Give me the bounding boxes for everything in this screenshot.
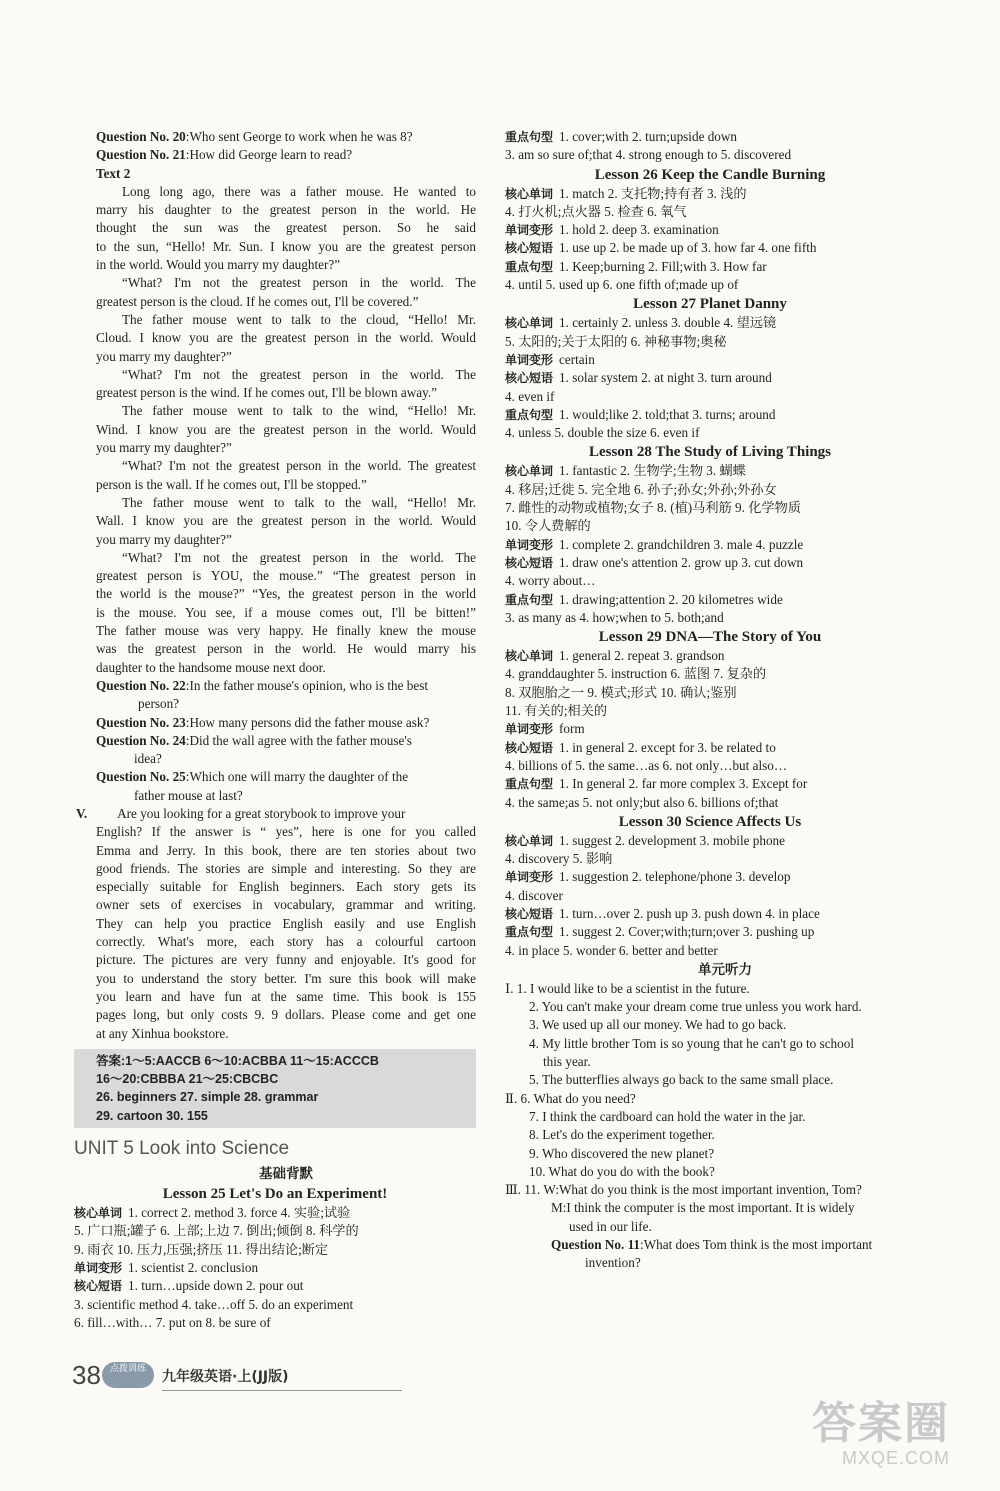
lesson-28-row	[505, 481, 915, 499]
item-answers: 4. granddaughter 5. instruction 6. 蓝图 7. 复杂的	[505, 666, 767, 682]
item-answers: 3. am so sure of;that 4. strong enough to 5. discovered	[505, 147, 792, 163]
item-answers: 1. in general 2. except for 3. be related to	[559, 739, 776, 755]
listening-line: Ⅱ. 6. What do you need?	[505, 1090, 636, 1106]
page-footer	[72, 1360, 512, 1394]
item-category: 核心单词	[505, 649, 554, 664]
lesson-24-sentences	[505, 128, 915, 165]
listening-part-3-m: M:I think the computer is the most important. It is widely	[551, 1200, 855, 1216]
unit-title: UNIT 5 Look into Science	[74, 1138, 290, 1160]
item-answers: 1. fantastic 2. 生物学;生物 3. 蝴蝶	[559, 463, 746, 479]
book-title: 九年级英语·上(JJ版)	[162, 1369, 289, 1385]
item-answers: 6. fill…with… 7. put on 8. be sure of	[74, 1314, 271, 1330]
listening-part-3-w: Ⅲ. 11. W:What do you think is the most important invention, Tom?	[505, 1182, 862, 1198]
item-answers: 1. would;like 2. told;that 3. turns; around	[559, 406, 776, 422]
listening-part-1	[505, 980, 915, 1090]
story-line: daughter to the handsome mouse next door.	[96, 659, 326, 675]
lesson-26-row	[505, 276, 915, 294]
item-category: 重点句型	[505, 407, 554, 422]
story-line: Wind. I know you are the greatest person in the world. Would	[96, 421, 476, 437]
item-answers: 1. turn…upside down 2. pour out	[128, 1278, 304, 1294]
item-answers: 1. complete 2. grandchildren 3. male 4. puzzle	[559, 536, 804, 552]
item-answers: 1. correct 2. method 3. force 4. 实验;试验	[128, 1205, 351, 1221]
story-line: Wall. I know you are the greatest person in the world. Would	[96, 513, 476, 529]
listening-line: 3. We used up all our money. We had to go back.	[529, 1017, 787, 1033]
question-24-cont: idea?	[134, 751, 162, 767]
lesson-25-row	[74, 1259, 476, 1277]
lesson-30-row	[505, 905, 915, 923]
lesson-30-row	[505, 942, 915, 960]
item-category: 单词变形	[74, 1260, 123, 1275]
story-line: The father mouse was very happy. He finally knew the mouse	[96, 623, 476, 639]
lesson-25-row	[74, 1204, 476, 1222]
passage-line: owner sets of exercises in vocabulary, grammar and writing.	[96, 897, 476, 913]
item-answers: 1. certainly 2. unless 3. double 4. 望远镜	[559, 315, 777, 331]
passage-line: Emma and Jerry. In this book, there are ten stories about two	[96, 842, 476, 858]
lesson-28-items	[505, 462, 915, 627]
item-answers: 1. draw one's attention 2. grow up 3. cut down	[559, 554, 804, 570]
lesson-28-row	[505, 536, 915, 554]
item-category: 核心单词	[74, 1206, 123, 1221]
lesson-26-title: Lesson 26 Keep the Candle Burning	[594, 166, 826, 183]
item-answers: 1. suggestion 2. telephone/phone 3. develop	[559, 869, 791, 885]
story-line: in the world. Would you marry my daughter?”	[96, 257, 341, 273]
lesson-28-row	[505, 572, 915, 590]
item-answers: 1. scientist 2. conclusion	[128, 1259, 259, 1275]
item-category: 核心短语	[505, 906, 554, 921]
lesson-28-row	[505, 554, 915, 572]
item-answers: 4. billions of 5. the same…as 6. not only…but also…	[505, 757, 788, 773]
item-category: 核心短语	[505, 740, 554, 755]
lesson-29-row	[505, 665, 915, 683]
section-v-first: V. Are you looking for a great storybook to improve your	[76, 805, 406, 821]
passage-line: at any Xinhua bookstore.	[96, 1025, 229, 1041]
story-line: Cloud. I know you are the greatest person in the world. Would	[96, 330, 476, 346]
lesson-26-row	[505, 203, 915, 221]
story-line: you marry my daughter?”	[96, 440, 232, 456]
lesson-25-row	[74, 1277, 476, 1295]
question-20: Question No. 20:Who sent George to work when he was 8?	[96, 129, 413, 144]
lesson-30-row	[505, 868, 915, 886]
item-category: 核心短语	[505, 241, 554, 256]
item-category: 核心短语	[505, 371, 554, 386]
item-category: 重点句型	[505, 592, 554, 607]
passage-line: pages long, but only costs 9. 9 dollars. Please come and get one	[96, 1007, 476, 1023]
item-answers: certain	[559, 351, 595, 367]
question-24: Question No. 24:Did the wall agree with the father mouse's	[96, 732, 412, 748]
lesson-26-row	[505, 239, 915, 257]
item-answers: 9. 雨衣 10. 压力,压强;挤压 11. 得出结论;断定	[74, 1241, 329, 1257]
story-line: “What? I'm not the greatest person in the world. The	[122, 549, 476, 565]
section-v-passage	[96, 823, 476, 1043]
lesson-29-row	[505, 739, 915, 757]
lesson-26-row	[505, 221, 915, 239]
question-11: Question No. 11:What does Tom think is the most important	[551, 1237, 873, 1253]
item-category: 核心短语	[505, 555, 554, 570]
question-25-cont: father mouse at last?	[134, 787, 243, 803]
item-answers: 1. drawing;attention 2. 20 kilometres wide	[559, 591, 783, 607]
lesson-29-title: Lesson 29 DNA—The Story of You	[598, 629, 822, 646]
lesson-27-row	[505, 388, 915, 406]
answer-line: 16～20:CBBBA 21～25:CBCBC	[96, 1072, 279, 1087]
item-answers: 5. 广口瓶;罐子 6. 上部;上边 7. 倒出;倾倒 8. 科学的	[74, 1223, 359, 1239]
story-line: thought the sun was the greatest person. So he said	[96, 220, 476, 236]
item-answers: 1. solar system 2. at night 3. turn around	[559, 370, 772, 386]
item-category: 单词变形	[505, 352, 554, 367]
story-line: you marry my daughter?”	[96, 531, 232, 547]
story-line: the world is the mouse?” “Yes, the greatest person in the world	[96, 586, 476, 602]
item-answers: 4. discover	[505, 887, 563, 903]
passage-line: good friends. The stories are simple and interesting. So they are	[96, 860, 476, 876]
listening-line: 2. You can't make your dream come true unless you work hard.	[529, 999, 862, 1015]
lesson-29-row	[505, 702, 915, 720]
lesson-28-row	[505, 609, 915, 627]
lesson-26-row	[505, 258, 915, 276]
item-answers: 8. 双胞胎之一 9. 模式;形式 10. 确认;鉴别	[505, 684, 737, 700]
item-answers: form	[559, 721, 585, 737]
lesson-29-row	[505, 647, 915, 665]
story-line: marry his daughter to the greatest person in the world. He	[96, 202, 476, 218]
story-line: Long long ago, there was a father mouse. He wanted to	[122, 183, 476, 199]
story-line: greatest person is the wind. If he comes out, I'll be blown away.”	[96, 385, 438, 401]
item-answers: 5. 太阳的;关于太阳的 6. 神秘事物;奥秘	[505, 333, 727, 349]
listening-heading: 单元听力	[698, 961, 752, 978]
item-category: 单词变形	[505, 870, 554, 885]
story-line: you marry my daughter?”	[96, 348, 232, 364]
question-22: Question No. 22:In the father mouse's opinion, who is the best	[96, 677, 429, 693]
item-answers: 4. 打火机;点火器 5. 检查 6. 氧气	[505, 203, 687, 219]
story-passage	[96, 183, 476, 677]
passage-line: you to understand the story better. I'm sure this book will make	[96, 970, 476, 986]
lesson-29-row	[505, 757, 915, 775]
item-answers: 4. 移居;迁徙 5. 完全地 6. 孙子;孙女;外孙;外孙女	[505, 481, 777, 497]
lesson-25-items	[74, 1204, 476, 1332]
story-line: was the greatest person in the world. He would marry his	[96, 641, 476, 657]
watermark-url: MXQE.COM	[841, 1448, 950, 1468]
question-11-cont: invention?	[585, 1255, 641, 1271]
listening-line: 9. Who discovered the new planet?	[529, 1145, 715, 1161]
item-answers: 1. cover;with 2. turn;upside down	[559, 129, 738, 144]
listening-part-2	[505, 1090, 915, 1181]
item-answers: 1. suggest 2. Cover;with;turn;over 3. pushing up	[559, 924, 815, 940]
item-category: 重点句型	[505, 259, 554, 274]
item-answers: 10. 令人费解的	[505, 518, 591, 534]
lesson-24-row	[505, 146, 915, 164]
lesson-27-row	[505, 333, 915, 351]
item-category: 重点句型	[505, 777, 554, 792]
listening-line: 4. My little brother Tom is so young that he can't go to school	[529, 1035, 854, 1051]
lesson-28-row	[505, 499, 915, 517]
page-number: 38	[72, 1360, 101, 1390]
lesson-28-row	[505, 591, 915, 609]
lesson-27-row	[505, 314, 915, 332]
lesson-29-row	[505, 684, 915, 702]
item-answers: 1. use up 2. be made up of 3. how far 4. one fifth	[559, 240, 817, 256]
item-answers: 1. suggest 2. development 3. mobile phone	[559, 832, 785, 848]
lesson-24-row	[505, 128, 915, 146]
lesson-28-row	[505, 517, 915, 535]
item-category: 重点句型	[505, 130, 554, 144]
item-category: 核心短语	[74, 1279, 123, 1294]
item-answers: 4. worry about…	[505, 573, 596, 589]
lesson-30-items	[505, 832, 915, 960]
lesson-30-row	[505, 832, 915, 850]
lesson-27-row	[505, 369, 915, 387]
item-answers: 1. match 2. 支托物;持有者 3. 浅的	[559, 185, 747, 201]
story-line: “What? I'm not the greatest person in the world. The	[122, 275, 476, 291]
story-line: “What? I'm not the greatest person in the world. The	[122, 366, 476, 382]
story-line: is the mouse. You see, if a mouse comes out, I'll be bitten!”	[96, 604, 476, 620]
passage-line: English? If the answer is “ yes”, here is one for you called	[96, 824, 476, 840]
text2-title: Text 2	[96, 165, 131, 181]
listening-line: 10. What do you do with the book?	[529, 1163, 715, 1179]
lesson-30-row	[505, 923, 915, 941]
item-category: 单词变形	[505, 223, 554, 238]
item-category: 重点句型	[505, 925, 554, 940]
item-category: 单词变形	[505, 722, 554, 737]
item-category: 核心单词	[505, 316, 554, 331]
lesson-26-items	[505, 185, 915, 295]
item-answers: 1. general 2. repeat 3. grandson	[559, 648, 725, 664]
lesson-25-row	[74, 1314, 476, 1332]
item-category: 单词变形	[505, 537, 554, 552]
lesson-25-title: Lesson 25 Let's Do an Experiment!	[162, 1186, 388, 1203]
story-line: “What? I'm not the greatest person in the world. The greatest	[122, 458, 476, 474]
lesson-30-row	[505, 850, 915, 868]
story-line: person is the wall. If he comes out, I'll be stopped.”	[96, 476, 367, 492]
lesson-25-row	[74, 1222, 476, 1240]
question-23: Question No. 23:How many persons did the father mouse ask?	[96, 714, 430, 730]
lesson-30-title: Lesson 30 Science Affects Us	[618, 813, 802, 830]
story-line: The father mouse went to talk to the cloud, “Hello! Mr.	[122, 311, 476, 327]
item-category: 核心单词	[505, 464, 554, 479]
lesson-30-row	[505, 887, 915, 905]
item-answers: 1. Keep;burning 2. Fill;with 3. How far	[559, 258, 767, 274]
footer-rule	[162, 1390, 402, 1391]
question-22-cont: person?	[138, 696, 180, 712]
lesson-26-row	[505, 185, 915, 203]
listening-line: Ⅰ. 1. I would like to be a scientist in the future.	[505, 980, 750, 996]
lesson-28-title: Lesson 28 The Study of Living Things	[588, 444, 832, 461]
item-answers: 4. discovery 5. 影响	[505, 851, 613, 867]
listening-line: this year.	[543, 1054, 591, 1070]
story-line: The father mouse went to talk to the wall, “Hello! Mr.	[122, 494, 476, 510]
item-answers: 7. 雌性的动物或植物;女子 8. (植)马利筋 9. 化学物质	[505, 500, 801, 516]
lesson-27-row	[505, 424, 915, 442]
passage-line: They can help you practice English easily and use English	[96, 915, 476, 931]
lesson-28-row	[505, 462, 915, 480]
lesson-29-row	[505, 794, 915, 812]
watermark	[780, 1400, 950, 1469]
story-line: to the sun, “Hello! Mr. Sun. I know you are the greatest person	[96, 238, 476, 254]
passage-line: especially suitable for English beginners. Each story gets its	[96, 879, 476, 895]
listening-line: 5. The butterflies always go back to the same small place.	[529, 1072, 834, 1088]
lesson-29-row	[505, 720, 915, 738]
question-21: Question No. 21:How did George learn to read?	[96, 147, 353, 163]
listening-line: 7. I think the cardboard can hold the water in the jar.	[529, 1108, 806, 1124]
item-answers: 11. 有关的;相关的	[505, 703, 608, 719]
story-line: The father mouse went to talk to the wind, “Hello! Mr.	[122, 403, 476, 419]
item-answers: 1. hold 2. deep 3. examination	[559, 222, 719, 238]
item-answers: 4. the same;as 5. not only;but also 6. billions of;that	[505, 794, 779, 810]
item-answers: 4. until 5. used up 6. one fifth of;made up of	[505, 277, 739, 293]
question-25: Question No. 25:Which one will marry the daughter of the	[96, 769, 409, 785]
item-category: 核心单词	[505, 833, 554, 848]
story-line: greatest person is the cloud. If he comes out, I'll be covered.”	[96, 293, 419, 309]
item-answers: 1. In general 2. far more complex 3. Except for	[559, 776, 808, 792]
lesson-25-row	[74, 1296, 476, 1314]
answer-line: 答案:1～5:AACCB 6～10:ACBBA 11～15:ACCCB	[96, 1053, 379, 1068]
listening-part-3-m-cont: used in our life.	[569, 1218, 652, 1234]
brand-badge: 点拨训练	[102, 1362, 154, 1388]
item-answers: 4. unless 5. double the size 6. even if	[505, 425, 700, 441]
basics-heading: 基础背默	[259, 1166, 313, 1183]
lesson-25-row	[74, 1241, 476, 1259]
lesson-29-items	[505, 647, 915, 812]
item-answers: 4. even if	[505, 388, 555, 404]
left-column	[74, 128, 476, 1332]
listening-line: 8. Let's do the experiment together.	[529, 1127, 715, 1143]
right-column	[505, 128, 915, 1273]
item-category: 核心单词	[505, 186, 554, 201]
item-answers: 3. as many as 4. how;when to 5. both;and	[505, 609, 724, 625]
lesson-27-row	[505, 351, 915, 369]
item-answers: 1. turn…over 2. push up 3. push down 4. in place	[559, 905, 820, 921]
answer-line: 29. cartoon 30. 155	[96, 1108, 208, 1123]
lesson-27-row	[505, 406, 915, 424]
item-answers: 3. scientific method 4. take…off 5. do an experiment	[74, 1296, 354, 1312]
lesson-29-row	[505, 775, 915, 793]
lesson-27-title: Lesson 27 Planet Danny	[633, 296, 787, 313]
passage-line: you learn and have fun at the same time. This book is 155	[96, 988, 476, 1004]
lesson-27-items	[505, 314, 915, 442]
item-answers: 4. in place 5. wonder 6. better and better	[505, 942, 718, 958]
answer-box	[74, 1049, 476, 1128]
answer-line: 26. beginners 27. simple 28. grammar	[96, 1090, 319, 1105]
passage-line: correctly. What's more, each story has a colourful cartoon	[96, 934, 476, 950]
watermark-logo: 答案圈	[812, 1398, 950, 1449]
story-line: greatest person is YOU, the mouse.” “The greatest person in	[96, 568, 476, 584]
passage-line: picture. The pictures are very funny and enjoyable. It's good for	[96, 952, 476, 968]
